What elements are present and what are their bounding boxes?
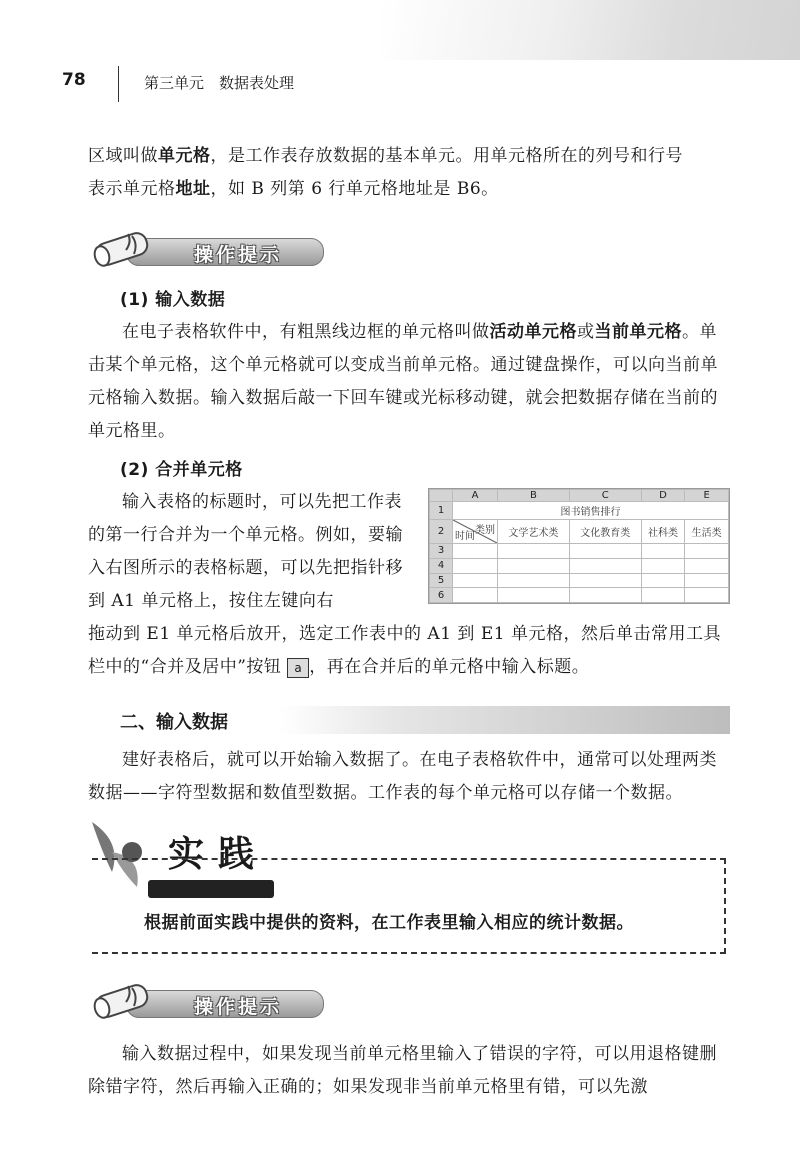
- intro-paragraph: 区域叫做单元格，是工作表存放数据的基本单元。用单元格所在的列号和行号 表示单元格地址，如 B 列第 6 行单元格地址是 B6。: [88, 146, 683, 199]
- final-paragraph: 输入数据过程中，如果发现当前单元格里输入了错误的字符，可以用退格键删除错字符，然后再输入正确的；如果发现非当前单元格里有错，可以先激: [88, 1044, 717, 1097]
- col-header: A: [453, 490, 498, 502]
- scroll-icon: [88, 980, 156, 1024]
- section2-paragraph: 建好表格后，就可以开始输入数据了。在电子表格软件中，通常可以处理两类数据——字符型数据和数值型数据。工作表的每个单元格可以存储一个数据。: [88, 750, 717, 803]
- col-header: D: [641, 490, 685, 502]
- row-header: 4: [430, 558, 453, 573]
- practice-box: [92, 858, 726, 954]
- category-cell: 文学艺术类: [498, 520, 570, 544]
- merge-side-paragraph: 输入表格的标题时，可以先把工作表的第一行合并为一个单元格。例如，要输入右图所示的表格标题，可以先把指针移到 A1 单元格上，按住左键向右: [88, 492, 403, 611]
- tip-badge: 操作提示: [86, 980, 336, 1024]
- practice-task: 根据前面实践中提供的资料，在工作表里输入相应的统计数据。: [144, 913, 634, 933]
- sheet-title-cell: 图书销售排行: [453, 502, 729, 520]
- subheading-input-data: (1) 输入数据: [120, 290, 226, 310]
- col-header: E: [685, 490, 729, 502]
- row-header: 6: [430, 588, 453, 603]
- spreadsheet-figure: [428, 488, 730, 604]
- row-header: 5: [430, 573, 453, 588]
- diagonal-header-cell: 类别 时间: [453, 520, 498, 544]
- row-header: 3: [430, 544, 453, 559]
- col-header: B: [498, 490, 570, 502]
- row-header: 2: [430, 520, 453, 544]
- row-header: 1: [430, 502, 453, 520]
- subheading-merge-cells: (2) 合并单元格: [120, 460, 243, 480]
- input-data-paragraph: 在电子表格软件中，有粗黑线边框的单元格叫做活动单元格或当前单元格。单击某个单元格，这个单元格就可以变成当前单元格。通过键盘操作，可以向当前单元格输入数据。输入数据后敲一下回车键或光标移动键，就会把数据存储在当前的单元格里。: [88, 322, 718, 441]
- scroll-icon: [88, 228, 156, 272]
- col-header: C: [569, 490, 641, 502]
- tip-badge: 操作提示: [86, 228, 336, 272]
- page-number: 78: [62, 70, 86, 90]
- category-cell: 社科类: [641, 520, 685, 544]
- section-heading: 二、输入数据: [120, 712, 228, 733]
- running-title: 第三单元 数据表处理: [144, 74, 295, 92]
- merge-and-center-icon: a: [287, 658, 309, 678]
- header-divider: [118, 66, 119, 102]
- practice-title: 实践: [168, 833, 269, 875]
- category-cell: 生活类: [685, 520, 729, 544]
- header-decoration: [380, 0, 800, 60]
- category-cell: 文化教育类: [569, 520, 641, 544]
- merge-continuation-paragraph: 拖动到 E1 单元格后放开，选定工作表中的 A1 到 E1 单元格，然后单击常用工具栏中的“合并及居中”按钮 a ，再在合并后的单元格中输入标题。: [88, 624, 721, 677]
